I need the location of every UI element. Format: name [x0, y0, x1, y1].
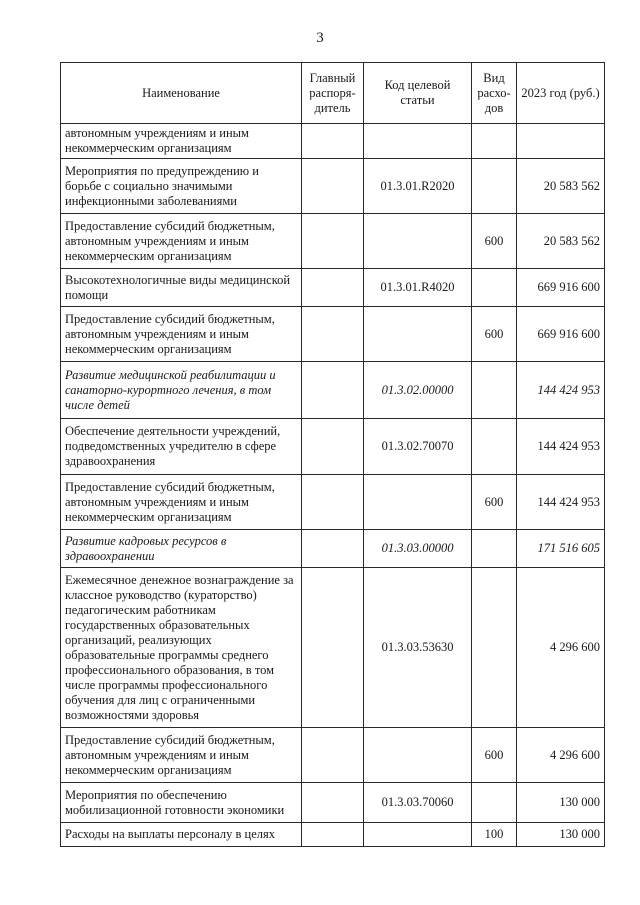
- row-kind-cell: [472, 530, 517, 568]
- row-kind-cell: [472, 159, 517, 214]
- row-amount-cell: 144 424 953: [517, 419, 605, 475]
- row-name-cell: Мероприятия по предупреждению и борьбе с социально значимыми инфекционными заболеваниями: [61, 159, 302, 214]
- table-row: [61, 475, 605, 530]
- row-manager-cell: [302, 159, 364, 214]
- row-amount-cell: 4 296 600: [517, 728, 605, 783]
- header-code: Код целевой статьи: [364, 63, 472, 124]
- table-row: [61, 530, 605, 568]
- row-kind-cell: [472, 269, 517, 307]
- row-kind-cell: 600: [472, 307, 517, 362]
- row-manager-cell: [302, 728, 364, 783]
- row-kind-cell: [472, 362, 517, 419]
- row-amount-cell: [517, 124, 605, 159]
- row-manager-cell: [302, 783, 364, 823]
- table-row: [61, 269, 605, 307]
- row-code-cell: 01.3.03.70060: [364, 783, 472, 823]
- row-kind-cell: [472, 419, 517, 475]
- row-name-cell: Предоставление субсидий бюджетным, автономным учреждениям и иным некоммерческим организациям: [61, 728, 302, 783]
- row-amount-cell: 144 424 953: [517, 475, 605, 530]
- row-amount-cell: 669 916 600: [517, 269, 605, 307]
- row-amount-cell: 144 424 953: [517, 362, 605, 419]
- row-name-cell: Расходы на выплаты персоналу в целях: [61, 823, 302, 847]
- row-name-cell: Ежемесячное денежное вознаграждение за классное руководство (кураторство) педагогическим работникам государственных образовательных организаций, реализующих образовательные программы среднего профессионального образования, в том числе программы профессионального обучения для лиц с ограниченными возможностями здоровья: [61, 568, 302, 728]
- row-name-cell: Предоставление субсидий бюджетным, автономным учреждениям и иным некоммерческим организациям: [61, 475, 302, 530]
- row-manager-cell: [302, 307, 364, 362]
- row-name-cell: Предоставление субсидий бюджетным, автономным учреждениям и иным некоммерческим организациям: [61, 307, 302, 362]
- row-code-cell: 01.3.03.00000: [364, 530, 472, 568]
- row-manager-cell: [302, 214, 364, 269]
- table-header-row: [61, 63, 605, 124]
- row-amount-cell: 4 296 600: [517, 568, 605, 728]
- header-kind: Вид расхо-дов: [472, 63, 517, 124]
- row-code-cell: 01.3.01.R4020: [364, 269, 472, 307]
- row-manager-cell: [302, 530, 364, 568]
- page-number: 3: [316, 30, 324, 46]
- table-row: [61, 728, 605, 783]
- row-code-cell: 01.3.02.00000: [364, 362, 472, 419]
- row-name-cell: Развитие медицинской реабилитации и санаторно-курортного лечения, в том числе детей: [61, 362, 302, 419]
- row-amount-cell: 20 583 562: [517, 214, 605, 269]
- row-amount-cell: 130 000: [517, 783, 605, 823]
- table-row: [61, 159, 605, 214]
- row-code-cell: [364, 823, 472, 847]
- row-code-cell: 01.3.02.70070: [364, 419, 472, 475]
- table-row: [61, 124, 605, 159]
- row-code-cell: [364, 214, 472, 269]
- table-body: [61, 124, 605, 847]
- row-manager-cell: [302, 568, 364, 728]
- row-name-cell: Высокотехнологичные виды медицинской помощи: [61, 269, 302, 307]
- row-kind-cell: [472, 124, 517, 159]
- row-amount-cell: 669 916 600: [517, 307, 605, 362]
- row-manager-cell: [302, 475, 364, 530]
- budget-table: [60, 62, 605, 847]
- row-manager-cell: [302, 823, 364, 847]
- row-kind-cell: [472, 568, 517, 728]
- row-kind-cell: 600: [472, 728, 517, 783]
- row-name-cell: Предоставление субсидий бюджетным, автономным учреждениям и иным некоммерческим организациям: [61, 214, 302, 269]
- row-name-cell: Мероприятия по обеспечению мобилизационной готовности экономики: [61, 783, 302, 823]
- row-kind-cell: 600: [472, 475, 517, 530]
- header-name: Наименование: [61, 63, 302, 124]
- header-manager: Главный распоря-дитель: [302, 63, 364, 124]
- table-row: [61, 419, 605, 475]
- row-kind-cell: [472, 783, 517, 823]
- row-code-cell: [364, 307, 472, 362]
- row-manager-cell: [302, 419, 364, 475]
- row-name-cell: Обеспечение деятельности учреждений, подведомственных учредителю в сфере здравоохранения: [61, 419, 302, 475]
- row-name-cell: автономным учреждениям и иным некоммерческим организациям: [61, 124, 302, 159]
- header-amount: 2023 год (руб.): [517, 63, 605, 124]
- row-code-cell: 01.3.03.53630: [364, 568, 472, 728]
- row-amount-cell: 171 516 605: [517, 530, 605, 568]
- row-code-cell: [364, 124, 472, 159]
- row-kind-cell: 600: [472, 214, 517, 269]
- table-row: [61, 362, 605, 419]
- row-manager-cell: [302, 362, 364, 419]
- row-name-cell: Развитие кадровых ресурсов в здравоохранении: [61, 530, 302, 568]
- row-manager-cell: [302, 269, 364, 307]
- row-amount-cell: 20 583 562: [517, 159, 605, 214]
- table-row: [61, 783, 605, 823]
- table-row: [61, 214, 605, 269]
- row-kind-cell: 100: [472, 823, 517, 847]
- row-manager-cell: [302, 124, 364, 159]
- row-code-cell: [364, 728, 472, 783]
- table-row: [61, 823, 605, 847]
- table-row: [61, 307, 605, 362]
- row-code-cell: 01.3.01.R2020: [364, 159, 472, 214]
- row-code-cell: [364, 475, 472, 530]
- table-row: [61, 568, 605, 728]
- row-amount-cell: 130 000: [517, 823, 605, 847]
